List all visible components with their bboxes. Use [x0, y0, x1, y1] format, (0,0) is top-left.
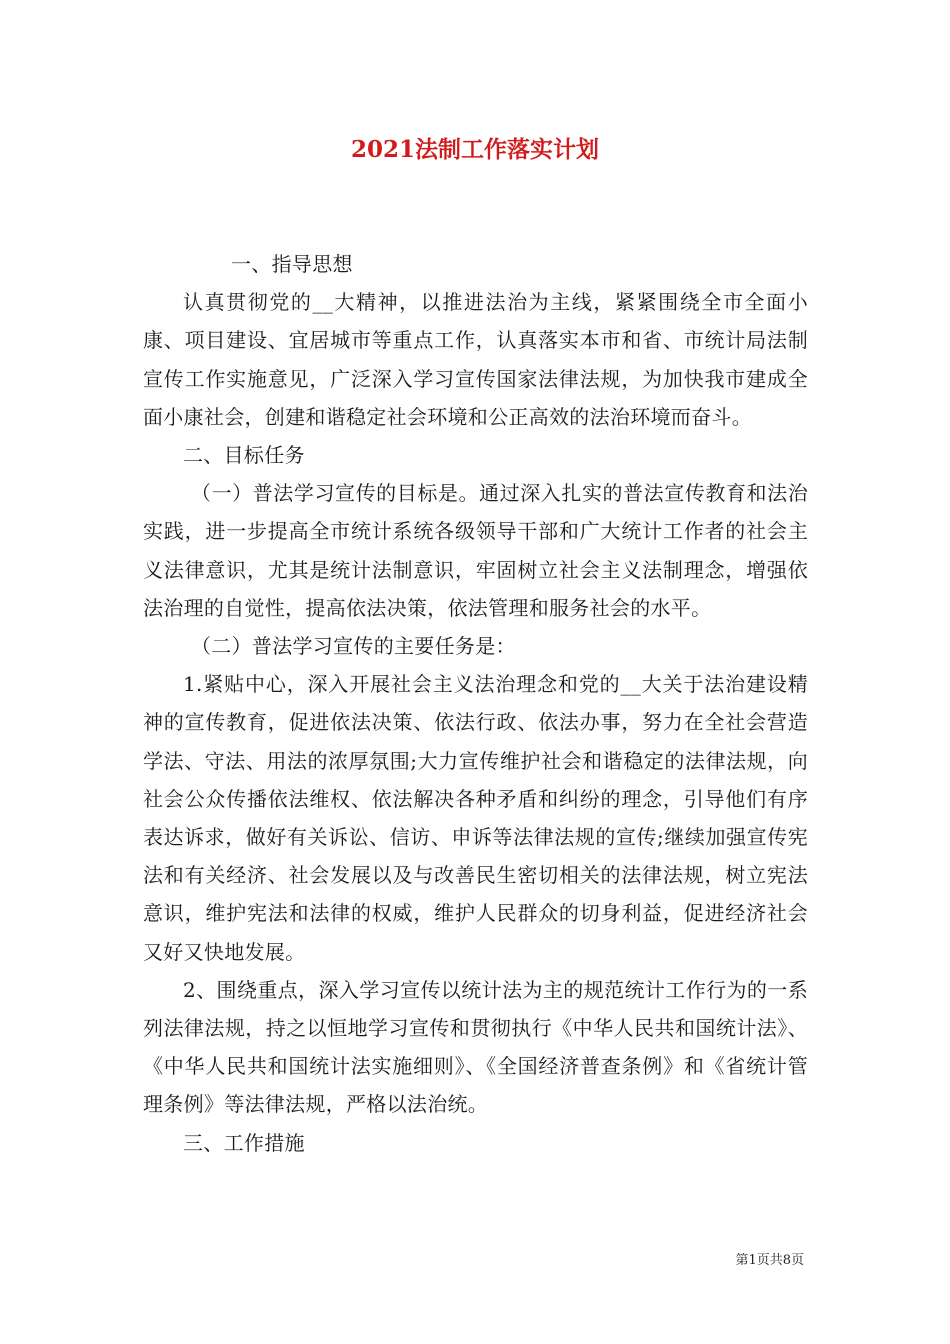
- section-heading-measures: 三、工作措施: [183, 1130, 305, 1155]
- section-heading-goals: 二、目标任务: [183, 443, 305, 468]
- page-indicator: 第1页共8页: [735, 1253, 804, 1268]
- paragraph-goals-tasks-intro: （二）普法学习宣传的主要任务是：: [191, 634, 516, 659]
- paragraph-task-2: 2、围绕重点，深入学习宣传以统计法为主的规范统计工作行为的一系列法律法规，持之以恒地学习宣传和贯彻执行《中华人民共和国统计法》、《中华人民共和国统计法实施细则》、《全国经济普查条例》和《省统计管理条例》等法律法规，严格以法治统。: [143, 977, 808, 1117]
- paragraph-goals-objective: （一）普法学习宣传的目标是。通过深入扎实的普法宣传教育和法治实践，进一步提高全市统计系统各级领导干部和广大统计工作者的社会主义法律意识，尤其是统计法制意识，牢固树立社会主义法制理念，增强依法治理的自觉性，提高依法决策，依法管理和服务社会的水平。: [143, 481, 808, 620]
- document-body: [143, 245, 808, 1162]
- section-heading-guiding-ideology: 一、指导思想: [231, 252, 353, 276]
- document-title: 2021法制工作落实计划: [350, 136, 599, 163]
- paragraph-guiding-ideology: 认真贯彻党的__大精神，以推进法治为主线，紧紧围绕全市全面小康、项目建设、宜居城市等重点工作，认真落实本市和省、市统计局法制宣传工作实施意见，广泛深入学习宣传国家法律法规，为加快我市建成全面小康社会，创建和谐稳定社会环境和公正高效的法治环境而奋斗。: [143, 290, 808, 429]
- paragraph-task-1: 1.紧贴中心，深入开展社会主义法治理念和党的__大关于法治建设精神的宣传教育，促进依法决策、依法行政、依法办事，努力在全社会营造学法、守法、用法的浓厚氛围;大力宣传维护社会和谐稳定的法律法规，向社会公众传播依法维权、依法解决各种矛盾和纠纷的理念，引导他们有序表达诉求，做好有关诉讼、信访、申诉等法律法规的宣传;继续加强宣传宪法和有关经济、社会发展以及与改善民生密切相关的法律法规，树立宪法意识，维护宪法和法律的权威，维护人民群众的切身利益，促进经济社会又好又快地发展。: [143, 672, 808, 964]
